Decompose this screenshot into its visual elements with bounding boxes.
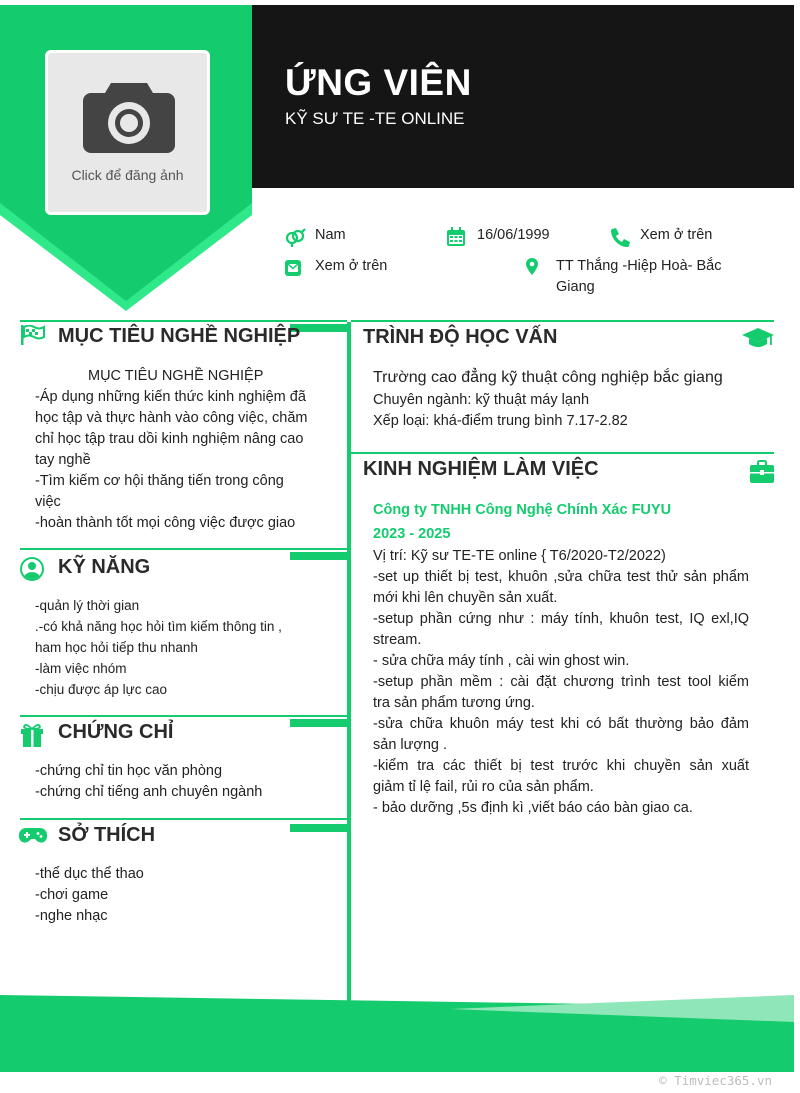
gamepad-icon — [19, 826, 47, 846]
location-pin-icon — [525, 258, 547, 278]
experience-text — [373, 546, 749, 819]
skill-line: -quản lý thời gian — [35, 598, 140, 613]
briefcase-icon — [750, 460, 774, 484]
calendar-icon — [446, 227, 468, 247]
job-title: KỸ SƯ TE -TE ONLINE — [285, 109, 465, 128]
certificates-rule — [20, 715, 347, 717]
user-icon — [20, 556, 44, 582]
experience-line: Vị trí: Kỹ sư TE-TE online { T6/2020-T2/2022) — [373, 548, 666, 564]
experience-line: sản lượng . — [373, 737, 448, 753]
objective-line: -Tìm kiếm cơ hội thăng tiến trong công — [35, 473, 284, 489]
education-title: TRÌNH ĐỘ HỌC VẤN — [363, 326, 558, 348]
experience-line: - sửa chữa máy tính , cài win ghost win. — [373, 653, 630, 669]
objective-text — [35, 387, 335, 534]
objective-title: MỤC TIÊU NGHỀ NGHIỆP — [58, 325, 301, 347]
footer-band — [0, 995, 794, 1072]
avatar-upload[interactable] — [45, 50, 210, 215]
education-grade: Xếp loại: khá-điểm trung bình 7.17-2.82 — [373, 413, 628, 429]
objective-line: chỉ học tập trau dồi kinh nghiệm nâng cao — [35, 431, 304, 447]
experience-line: giảm tỉ lệ fail, rủi ro của sản phẩm. — [373, 779, 594, 795]
objective-line: học tập và thực hành vào công việc, chăm — [35, 410, 308, 426]
experience-line: mới khi lên chuyền sản xuất. — [373, 590, 558, 606]
certificate-line: -chứng chỉ tin học văn phòng — [35, 763, 223, 779]
skill-line: .-có khả năng học hỏi tìm kiếm thông tin , — [35, 619, 282, 634]
experience-line: stream. — [373, 632, 422, 648]
email-value: Xem ở trên — [315, 258, 388, 274]
camera-icon — [81, 77, 177, 157]
gender-value: Nam — [315, 227, 346, 243]
hobby-line: -nghe nhạc — [35, 908, 108, 924]
experience-line: tra sản phẩm tương ứng. — [373, 695, 535, 711]
certificates-tab — [290, 719, 347, 727]
education-major: Chuyên ngành: kỹ thuật máy lạnh — [373, 392, 590, 408]
education-school: Trường cao đẳng kỹ thuật công nghiệp bắc giang — [373, 369, 723, 386]
gift-icon — [21, 723, 43, 749]
copyright: © Timviec365.vn — [659, 1073, 772, 1088]
address-line2: Giang — [556, 279, 595, 295]
hobby-line: -chơi game — [35, 887, 109, 903]
hobbies-tab — [290, 824, 347, 832]
objective-line: -hoàn thành tốt mọi công việc được giao — [35, 515, 296, 531]
skills-title: KỸ NĂNG — [58, 556, 151, 578]
flag-icon — [21, 325, 45, 345]
graduation-cap-icon — [742, 326, 774, 352]
hobbies-text — [35, 864, 335, 927]
skills-rule — [20, 548, 347, 550]
gender-icon — [284, 227, 306, 247]
email-icon — [284, 258, 306, 278]
objective-rule — [20, 320, 347, 322]
certificates-title: CHỨNG CHỈ — [58, 721, 174, 743]
certificates-text — [35, 761, 335, 803]
objective-subtitle: MỤC TIÊU NGHỀ NGHIỆP — [88, 368, 264, 384]
phone-value: Xem ở trên — [640, 227, 713, 243]
skill-line: ham học hỏi tiếp thu nhanh — [35, 640, 198, 655]
experience-period: 2023 - 2025 — [373, 526, 451, 542]
hobbies-rule — [20, 818, 347, 820]
hobbies-title: SỞ THÍCH — [58, 824, 156, 846]
objective-line: tay nghề — [35, 452, 91, 468]
experience-line: -setup phần mềm : cài đặt chương trình test tool kiểm — [373, 674, 749, 690]
experience-line: - bảo dưỡng ,5s định kì ,viết báo cáo bàn giao ca. — [373, 800, 693, 816]
experience-rule — [351, 452, 774, 454]
hobby-line: -thể dục thể thao — [35, 866, 144, 882]
objective-line: việc — [35, 494, 61, 510]
phone-icon — [609, 227, 631, 247]
skills-tab — [290, 552, 347, 560]
skill-line: -làm việc nhóm — [35, 661, 127, 676]
candidate-name: ỨNG VIÊN — [285, 62, 472, 103]
objective-line: -Áp dụng những kiến thức kinh nghiệm đã — [35, 389, 306, 405]
column-divider — [347, 322, 351, 1008]
certificate-line: -chứng chỉ tiếng anh chuyên ngành — [35, 784, 263, 800]
skill-line: -chịu được áp lực cao — [35, 682, 167, 697]
education-rule — [351, 320, 774, 322]
experience-title: KINH NGHIỆM LÀM VIỆC — [363, 458, 599, 480]
experience-company: Công ty TNHH Công Nghệ Chính Xác FUYU — [373, 502, 672, 518]
address-line1: TT Thắng -Hiệp Hoà- Bắc — [556, 258, 722, 274]
experience-line: -setup phần cứng như : máy tính, khuôn test, IQ exl,IQ — [373, 611, 749, 627]
experience-line: -set up thiết bị test, khuôn ,sửa chữa test thử sản phẩm — [373, 569, 749, 585]
experience-line: -kiểm tra các thiết bị test trước khi chuyền sản xuất — [373, 758, 749, 774]
birthday-value: 16/06/1999 — [477, 227, 550, 243]
experience-line: -sửa chữa khuôn máy test khi có bất thường bảo đảm — [373, 716, 749, 732]
skills-text — [35, 595, 315, 700]
photo-caption: Click để đăng ảnh — [71, 167, 184, 183]
